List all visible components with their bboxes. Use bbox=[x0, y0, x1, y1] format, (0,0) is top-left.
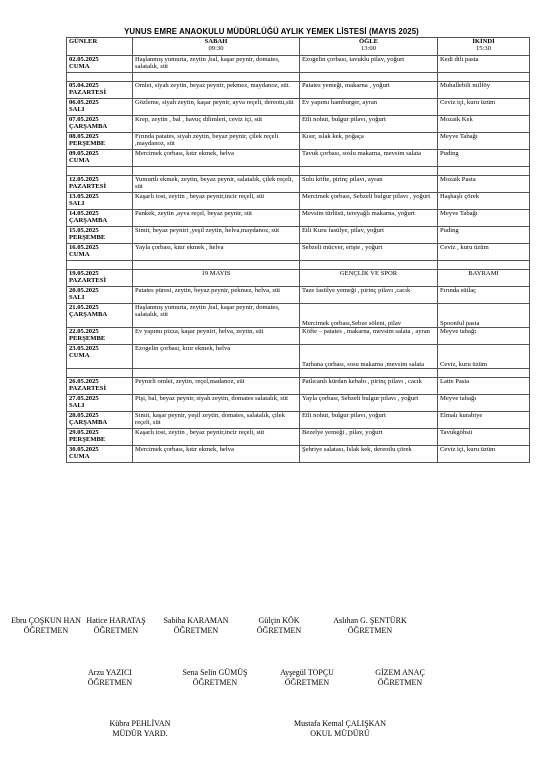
sabah-cell: Ezogelin çorbası, kıtır ekmek, helva bbox=[133, 345, 300, 369]
date-text: 16.05.2025 bbox=[69, 244, 99, 251]
signature-block bbox=[320, 616, 420, 636]
table-row bbox=[67, 244, 530, 261]
date-text: 23.05.2025 bbox=[69, 345, 99, 352]
table-row bbox=[67, 210, 530, 227]
date-text: 26.05.2025 bbox=[69, 378, 99, 385]
table-row bbox=[67, 287, 530, 304]
date-text: 02.05.2025 bbox=[69, 56, 99, 63]
ogle-cell: GENÇLİK VE SPOR bbox=[300, 270, 438, 287]
signature-role: ÖĞRETMEN bbox=[87, 678, 133, 687]
date-text: 05.04.2025 bbox=[69, 82, 99, 89]
signature-role: OKUL MÜDÜRÜ bbox=[310, 729, 370, 738]
sabah-cell: Yayla çorbası, kıtır ekmek , helva bbox=[133, 244, 300, 261]
empty-cell bbox=[438, 261, 530, 270]
weekday-text: PERŞEMBE bbox=[69, 234, 106, 242]
sabah-cell: Pankek, zeytin ,ayva reçel, beyaz peynir, süt bbox=[133, 210, 300, 227]
ogle-cell: Tavuk çorbası, soslu makarna, mevsim salata bbox=[300, 150, 438, 167]
day-cell bbox=[67, 328, 133, 345]
weekday-text: CUMA bbox=[69, 453, 90, 461]
date-text: 12.05.2025 bbox=[69, 176, 99, 183]
weekday-text: PAZARTESİ bbox=[69, 385, 107, 393]
day-cell bbox=[67, 304, 133, 328]
weekday-text: PAZARTESİ bbox=[69, 183, 107, 191]
signature-role: ÖĞRETMEN bbox=[256, 626, 302, 635]
ogle-cell: Ezogelin çorbası, tavuklu pilav, yoğurt bbox=[300, 56, 438, 73]
page-title: YUNUS EMRE ANAOKULU MÜDÜRLÜĞÜ AYLIK YEMEK LİSTESİ (MAYIS 2025) bbox=[124, 27, 419, 36]
date-text: 06.05.2025 bbox=[69, 99, 99, 106]
ogle-cell: Bezelye yemeği , pilav, yoğurt bbox=[300, 429, 438, 446]
ogle-cell: Sulu köfte, pirinç pilavı, ayran bbox=[300, 176, 438, 193]
table-row bbox=[67, 150, 530, 167]
sabah-cell: Yumurtlı ekmek, zeytin, beyaz peynir, salatalık, çilek reçeli, süt bbox=[133, 176, 300, 193]
signature-role: ÖĞRETMEN bbox=[173, 626, 219, 635]
weekday-text: CUMA bbox=[69, 63, 90, 71]
sabah-cell: Omlet, siyah zeytin, beyaz peynir, pekmez, maydanoz, süt. bbox=[133, 82, 300, 99]
signature-name: Sabiha KARAMAN bbox=[163, 616, 229, 625]
date-text: 14.05.2025 bbox=[69, 210, 99, 217]
table-row bbox=[67, 304, 530, 328]
signature-block bbox=[100, 719, 180, 739]
day-cell bbox=[67, 270, 133, 287]
header-sabah: SABAH 09:30 bbox=[133, 38, 300, 56]
empty-cell bbox=[300, 261, 438, 270]
ikindi-cell: Meyve Tabağı bbox=[438, 133, 530, 150]
date-text: 19.05.2025 bbox=[69, 270, 99, 277]
ogle-cell: Yayla çorbası, Sebzeli bulgur pilavı , yoğurt bbox=[300, 395, 438, 412]
ikindi-cell: Latte Pasta bbox=[438, 378, 530, 395]
ogle-cell: Patlıcanlı kürdan kebabı , pirinç pilavı , cacık bbox=[300, 378, 438, 395]
table-row bbox=[67, 116, 530, 133]
weekday-text: SALI bbox=[69, 200, 85, 208]
ogle-cell: Sebzeli mücver, erişte , yoğurt bbox=[300, 244, 438, 261]
day-cell bbox=[67, 395, 133, 412]
day-cell bbox=[67, 227, 133, 244]
signature-block bbox=[160, 616, 232, 636]
day-cell bbox=[67, 150, 133, 167]
signature-name: Mustafa Kemal ÇALIŞKAN bbox=[294, 719, 386, 728]
date-text: 07.05.2025 bbox=[69, 116, 99, 123]
table-row bbox=[67, 133, 530, 150]
sabah-cell: Ev yapımı pizza, kaşar peyniri, helva, zeytin, süt bbox=[133, 328, 300, 345]
ogle-cell: Şehriye salatası, Islak kek, dereotlu çörek bbox=[300, 446, 438, 463]
ikindi-cell: Muhallebili milföy bbox=[438, 82, 530, 99]
sabah-cell: Peynirli omlet, zeytin, reçel,madanoz, süt bbox=[133, 378, 300, 395]
weekday-text: ÇARŞAMBA bbox=[69, 123, 108, 131]
sabah-cell: 19 MAYIS bbox=[133, 270, 300, 287]
signature-name: Ayşegül TOPÇU bbox=[280, 668, 334, 677]
sabah-cell: Kaşarlı tost, zeytin , beyaz peynir,incir reçeli, süt bbox=[133, 193, 300, 210]
empty-cell bbox=[67, 369, 133, 378]
signature-block bbox=[10, 616, 82, 636]
day-cell bbox=[67, 345, 133, 369]
weekday-text: SALI bbox=[69, 294, 85, 302]
ogle-cell: Mercimek çorbası, Sebzeli bulgur pilavı , yoğurt bbox=[300, 193, 438, 210]
table-row bbox=[67, 56, 530, 73]
weekday-text: PERŞEMBE bbox=[69, 335, 106, 343]
signature-block bbox=[267, 668, 347, 688]
date-text: 30.05.2025 bbox=[69, 446, 99, 453]
table-row bbox=[67, 227, 530, 244]
date-text: 21.05.2025 bbox=[69, 304, 99, 311]
empty-cell bbox=[438, 73, 530, 82]
empty-cell bbox=[133, 261, 300, 270]
signature-name: Hatice HARATAŞ bbox=[86, 616, 146, 625]
weekday-text: PAZARTESİ bbox=[69, 89, 107, 97]
table-row bbox=[67, 176, 530, 193]
ikindi-cell: Mozaik Kek bbox=[438, 116, 530, 133]
table-row bbox=[67, 82, 530, 99]
date-text: 09.05.2025 bbox=[69, 150, 99, 157]
empty-cell bbox=[133, 167, 300, 176]
weekday-text: ÇARŞAMBA bbox=[69, 419, 108, 427]
day-cell bbox=[67, 287, 133, 304]
date-text: 08.05.2025 bbox=[69, 133, 99, 140]
ikindi-cell: BAYRAMI bbox=[438, 270, 530, 287]
weekday-text: CUMA bbox=[69, 352, 90, 360]
ikindi-cell: Tavukgöhsü bbox=[438, 429, 530, 446]
signature-role: ÖĞRETMEN bbox=[347, 626, 393, 635]
weekday-text: PERŞEMBE bbox=[69, 436, 106, 444]
ogle-cell: Tarhana çorbası, sosu makarna ,mevsim salata bbox=[300, 345, 438, 369]
date-text: 27.05.2025 bbox=[69, 395, 99, 402]
signature-name: Aslıhan G. ŞENTÜRK bbox=[333, 616, 407, 625]
signature-role: ÖĞRETMEN bbox=[377, 678, 423, 687]
day-cell bbox=[67, 82, 133, 99]
empty-cell bbox=[67, 73, 133, 82]
table-row bbox=[67, 99, 530, 116]
empty-cell bbox=[300, 167, 438, 176]
signature-block bbox=[170, 668, 260, 688]
day-cell bbox=[67, 429, 133, 446]
sabah-cell: Mercimek çorbası, kıtır ekmek, helva bbox=[133, 446, 300, 463]
date-text: 20.05.2025 bbox=[69, 287, 99, 294]
ikindi-cell: Kedi dili pasta bbox=[438, 56, 530, 73]
empty-cell bbox=[438, 369, 530, 378]
table-row bbox=[67, 395, 530, 412]
signature-name: Gülçin KÖK bbox=[258, 616, 300, 625]
table-row bbox=[67, 345, 530, 369]
header-ikindi: İKİNDİ 15:30 bbox=[438, 38, 530, 56]
day-cell bbox=[67, 378, 133, 395]
header-ogle: ÖĞLE 13:00 bbox=[300, 38, 438, 56]
sabah-cell: Haşlanmış yumurta, zeytin ,bal, kaşar peynir, domates, salatalık, süt bbox=[133, 56, 300, 73]
day-cell bbox=[67, 446, 133, 463]
sabah-cell: Gözleme, siyah zeytin, kaşar peynir, ayva reçeli, dereotu,süt bbox=[133, 99, 300, 116]
ikindi-cell: Meyve Tabağı bbox=[438, 210, 530, 227]
ogle-cell: Taze fasülye yemeği , pirinç pilavı ,cacık bbox=[300, 287, 438, 304]
weekday-text: ÇARŞAMBA bbox=[69, 311, 108, 319]
ikindi-cell: Ceviz, kuru üzüm bbox=[438, 345, 530, 369]
ikindi-cell: Elmalı kurabiye bbox=[438, 412, 530, 429]
ikindi-cell: Ceviz içi, kuru üzüm bbox=[438, 446, 530, 463]
ogle-cell: Ev yapımı hamburger, ayran bbox=[300, 99, 438, 116]
empty-cell bbox=[300, 369, 438, 378]
table-row bbox=[67, 446, 530, 463]
signature-block bbox=[360, 668, 440, 688]
signature-role: MÜDÜR YARD. bbox=[112, 729, 168, 738]
signature-name: Sena Selin GÜMÜŞ bbox=[182, 668, 248, 677]
signature-block bbox=[75, 668, 145, 688]
table-row bbox=[67, 328, 530, 345]
signature-name: Kübra PEHLİVAN bbox=[109, 719, 171, 728]
header-row bbox=[67, 38, 530, 56]
signature-block bbox=[243, 616, 315, 636]
ikindi-cell: Spoonful pasta bbox=[438, 304, 530, 328]
day-cell bbox=[67, 193, 133, 210]
table-row bbox=[67, 412, 530, 429]
weekday-text: SALI bbox=[69, 402, 85, 410]
empty-cell bbox=[67, 167, 133, 176]
weekday-text: CUMA bbox=[69, 157, 90, 165]
weekday-text: PERŞEMBE bbox=[69, 140, 106, 148]
week-separator-row bbox=[67, 261, 530, 270]
signature-name: Ebru ÇOŞKUN HAN bbox=[11, 616, 81, 625]
day-cell bbox=[67, 99, 133, 116]
ikindi-cell: Ceviz , kuru üzüm bbox=[438, 244, 530, 261]
signature-role: ÖĞRETMEN bbox=[23, 626, 69, 635]
ikindi-cell: Puding bbox=[438, 227, 530, 244]
ogle-cell: Etli nohut, bulgur pilavı, yoğurt bbox=[300, 116, 438, 133]
table-row bbox=[67, 270, 530, 287]
signature-block bbox=[80, 616, 152, 636]
week-separator-row bbox=[67, 73, 530, 82]
weekday-text: CUMA bbox=[69, 251, 90, 259]
ogle-cell: Mercimek çorbası,Sebze söleni, pilav bbox=[300, 304, 438, 328]
empty-cell bbox=[438, 167, 530, 176]
ogle-cell: Köfte – patates , makarna, mevsim salata , ayran bbox=[300, 328, 438, 345]
ikindi-cell: Meyve tabağı bbox=[438, 328, 530, 345]
ikindi-cell: Meyve tabağı bbox=[438, 395, 530, 412]
ogle-cell: Etli Kuru fasülye, pilav, yoğurt bbox=[300, 227, 438, 244]
table-row bbox=[67, 429, 530, 446]
ikindi-cell: Mozaik Pasta bbox=[438, 176, 530, 193]
signature-role: ÖĞRETMEN bbox=[192, 678, 238, 687]
day-cell bbox=[67, 56, 133, 73]
signature-name: Arzu YAZICI bbox=[88, 668, 132, 677]
sabah-cell: Patates püresi, zeytin, beyaz peynir, pekmez, helva, süt bbox=[133, 287, 300, 304]
day-cell bbox=[67, 210, 133, 227]
date-text: 22.05.2025 bbox=[69, 328, 99, 335]
sabah-cell: Mercimek çorbası, kıtır ekmek, helva bbox=[133, 150, 300, 167]
day-cell bbox=[67, 176, 133, 193]
empty-cell bbox=[133, 369, 300, 378]
sabah-cell: Krep, zeytin , bal , havuç dilimleri, ceviz içi, süt bbox=[133, 116, 300, 133]
weekday-text: PAZARTESİ bbox=[69, 277, 107, 285]
date-text: 15.05.2025 bbox=[69, 227, 99, 234]
sabah-cell: Kaşarlı tost, zeytin , beyaz peynir,incir reçeli, süt bbox=[133, 429, 300, 446]
day-cell bbox=[67, 412, 133, 429]
sabah-cell: Simit, beyaz peyniri ,yeşil zeytin, helva,maydanoz, süt bbox=[133, 227, 300, 244]
weekday-text: ÇARŞAMBA bbox=[69, 217, 108, 225]
week-separator-row bbox=[67, 369, 530, 378]
empty-cell bbox=[300, 73, 438, 82]
table-row bbox=[67, 378, 530, 395]
date-text: 29.05.2025 bbox=[69, 429, 99, 436]
empty-cell bbox=[133, 73, 300, 82]
ikindi-cell: Haşhaşlı çörek bbox=[438, 193, 530, 210]
week-separator-row bbox=[67, 167, 530, 176]
table-row bbox=[67, 193, 530, 210]
signature-block bbox=[280, 719, 400, 739]
day-cell bbox=[67, 116, 133, 133]
sabah-cell: Haşlanmış yumurta, zeytin ,bal, kaşar peynir, domates, salatalık, süt bbox=[133, 304, 300, 328]
day-cell bbox=[67, 244, 133, 261]
ikindi-cell: Puding bbox=[438, 150, 530, 167]
ogle-cell: Mevsim türlüsü, tereyağlı makarna, yoğurt bbox=[300, 210, 438, 227]
empty-cell bbox=[67, 261, 133, 270]
ikindi-cell: Ceviz içi, kuru üzüm bbox=[438, 99, 530, 116]
signature-role: ÖĞRETMEN bbox=[93, 626, 139, 635]
ogle-cell: Patates yemeği, makarna , yoğurt bbox=[300, 82, 438, 99]
ogle-cell: Kısır, ıslak kek, poğaça bbox=[300, 133, 438, 150]
sabah-cell: Fırında patates, siyah zeytin, beyaz peynir, çilek reçeli ,maydanoz, süt bbox=[133, 133, 300, 150]
date-text: 28.05.2025 bbox=[69, 412, 99, 419]
sabah-cell: Pişi, bal, beyaz peynir, siyah zeytin, domates salatalık, süt bbox=[133, 395, 300, 412]
ikindi-cell: Fırında sütlaç bbox=[438, 287, 530, 304]
menu-table bbox=[66, 37, 530, 463]
sabah-cell: Simit, kaşar peynir, yeşil zeytin, domates, salatalık, çilek reçeli, süt bbox=[133, 412, 300, 429]
header-gunler: GÜNLER bbox=[67, 38, 133, 56]
signature-role: ÖĞRETMEN bbox=[284, 678, 330, 687]
day-cell bbox=[67, 133, 133, 150]
date-text: 13.05.2025 bbox=[69, 193, 99, 200]
weekday-text: SALI bbox=[69, 106, 85, 114]
ogle-cell: Etli nohut, bulgur pilavı, yoğurt bbox=[300, 412, 438, 429]
signature-name: GİZEM ANAÇ bbox=[375, 668, 425, 677]
